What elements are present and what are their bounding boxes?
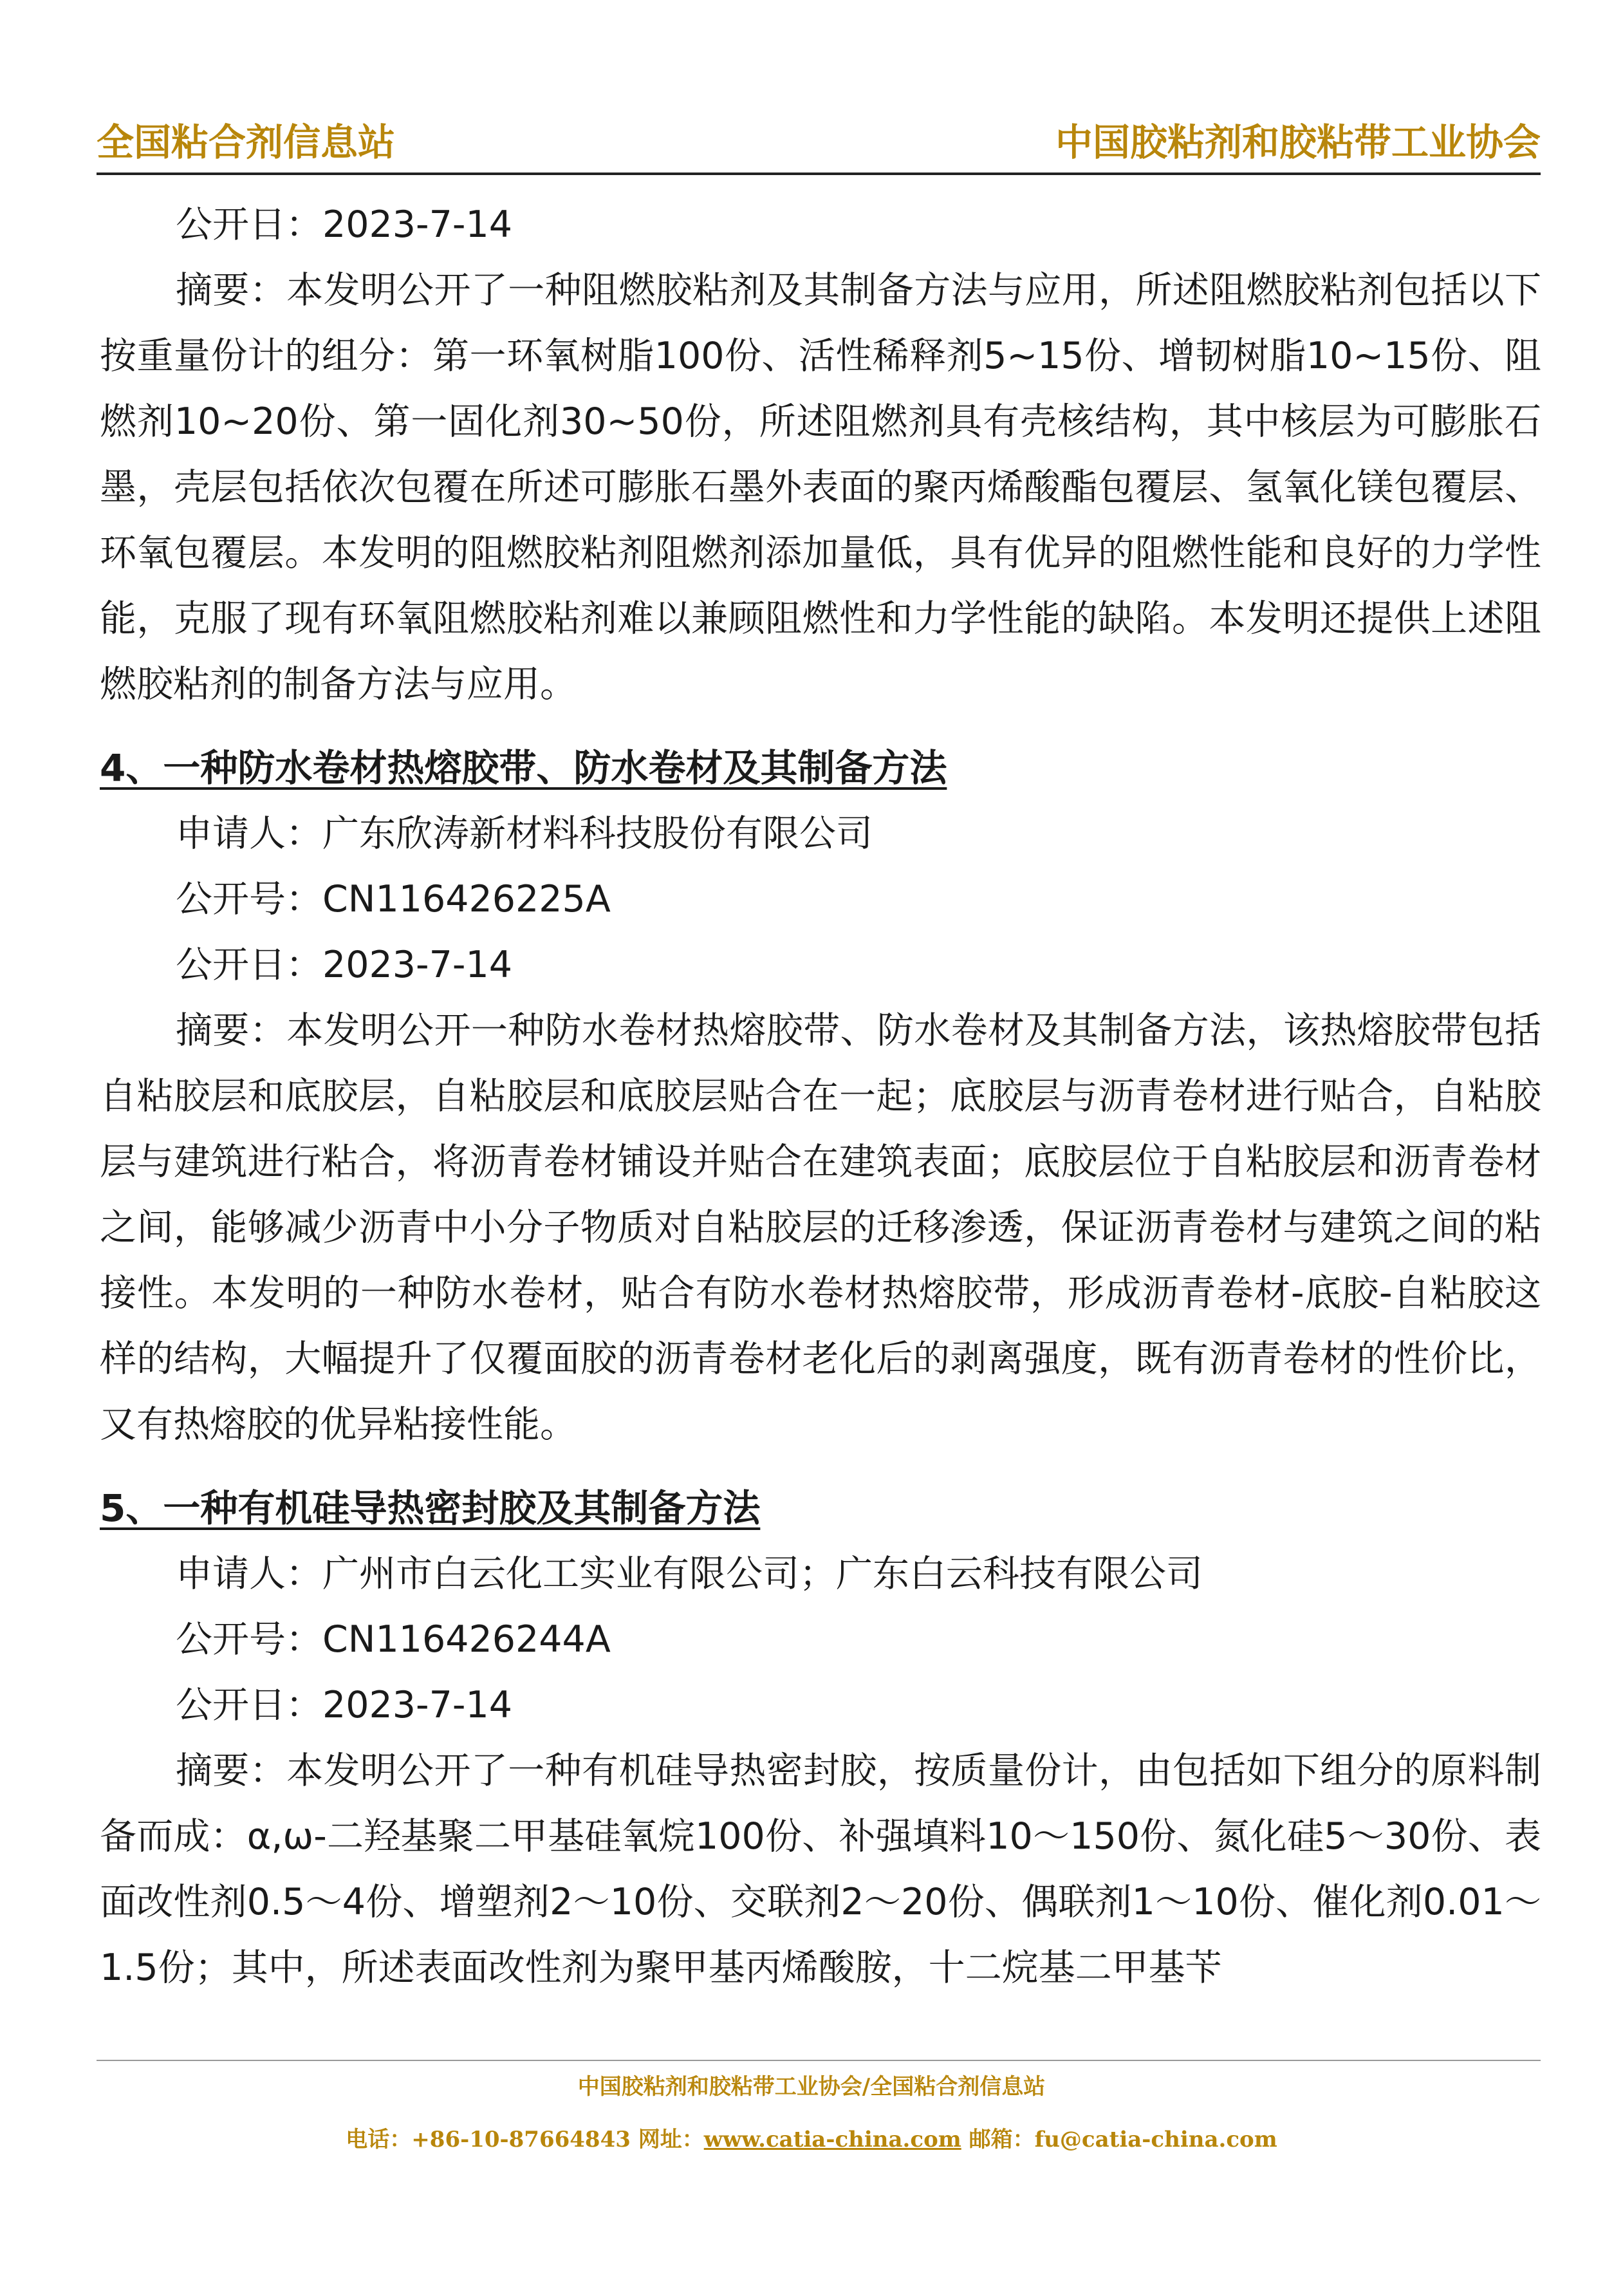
patent-5-publication-date: 公开日：2023-7-14 (176, 1684, 512, 1726)
header-site-name: 全国粘合剂信息站 (97, 120, 396, 164)
footer-organization: 中国胶粘剂和胶粘带工业协会/全国粘合剂信息站 (577, 2074, 1046, 2100)
footer-email: 邮箱：fu@catia-china.com (961, 2127, 1277, 2152)
patent-5-title: 5、一种有机硅导热密封胶及其制备方法 (100, 1486, 761, 1530)
patent-5-abstract: 摘要：本发明公开了一种有机硅导热密封胶，按质量份计，由包括如下组分的原料制备而成：α,ω-二羟基聚二甲基硅氧烷100份、补强填料10～150份、氮化硅5～30份、表面改性剂0.5～4份、增塑剂2～10份、交联剂2～20份、偶联剂1～10份、催化剂0.01～1.5份；其中，所述表面改性剂为聚甲基丙烯酸胺，十二烷基二甲基苄 (100, 1750, 1541, 1989)
patent-4-publication-number: 公开号：CN116426225A (176, 878, 611, 920)
patent-5-publication-number: 公开号：CN116426244A (176, 1618, 611, 1661)
footer-contact (0, 2122, 1623, 2153)
page-header (97, 103, 1541, 175)
patent-4-abstract: 摘要：本发明公开一种防水卷材热熔胶带、防水卷材及其制备方法，该热熔胶带包括自粘胶层和底胶层，自粘胶层和底胶层贴合在一起；底胶层与沥青卷材进行贴合，自粘胶层与建筑进行粘合，将沥青卷材铺设并贴合在建筑表面；底胶层位于自粘胶层和沥青卷材之间，能够减少沥青中小分子物质对自粘胶层的迁移渗透，保证沥青卷材与建筑之间的粘接性。本发明的一种防水卷材，贴合有防水卷材热熔胶带，形成沥青卷材-底胶-自粘胶这样的结构，大幅提升了仅覆面胶的沥青卷材老化后的剥离强度，既有沥青卷材的性价比，又有热熔胶的优异粘接性能。 (100, 1009, 1541, 1446)
patent-4-title: 4、一种防水卷材热熔胶带、防水卷材及其制备方法 (100, 746, 947, 790)
patent-4-applicant: 申请人：广东欣涛新材料科技股份有限公司 (176, 812, 873, 855)
footer-phone: 电话：+86-10-87664843 网址： (346, 2127, 704, 2152)
patent-4-publication-date: 公开日：2023-7-14 (176, 944, 512, 986)
patent-5-applicant: 申请人：广州市白云化工实业有限公司；广东白云科技有限公司 (176, 1553, 1203, 1595)
intro-publication-date: 公开日：2023-7-14 (176, 203, 512, 246)
document-body (100, 192, 1541, 2001)
footer-website-link[interactable]: www.catia-china.com (703, 2127, 961, 2152)
intro-abstract: 摘要：本发明公开了一种阻燃胶粘剂及其制备方法与应用，所述阻燃胶粘剂包括以下按重量份计的组分：第一环氧树脂100份、活性稀释剂5~15份、增韧树脂10~15份、阻燃剂10~20份、第一固化剂30~50份，所述阻燃剂具有壳核结构，其中核层为可膨胀石墨，壳层包括依次包覆在所述可膨胀石墨外表面的聚丙烯酸酯包覆层、氢氧化镁包覆层、环氧包覆层。本发明的阻燃胶粘剂阻燃剂添加量低，具有优异的阻燃性能和良好的力学性能，克服了现有环氧阻燃胶粘剂难以兼顾阻燃性和力学性能的缺陷。本发明还提供上述阻燃胶粘剂的制备方法与应用。 (100, 269, 1541, 705)
header-association-name: 中国胶粘剂和胶粘带工业协会 (1055, 120, 1541, 164)
footer-divider (97, 2060, 1541, 2061)
